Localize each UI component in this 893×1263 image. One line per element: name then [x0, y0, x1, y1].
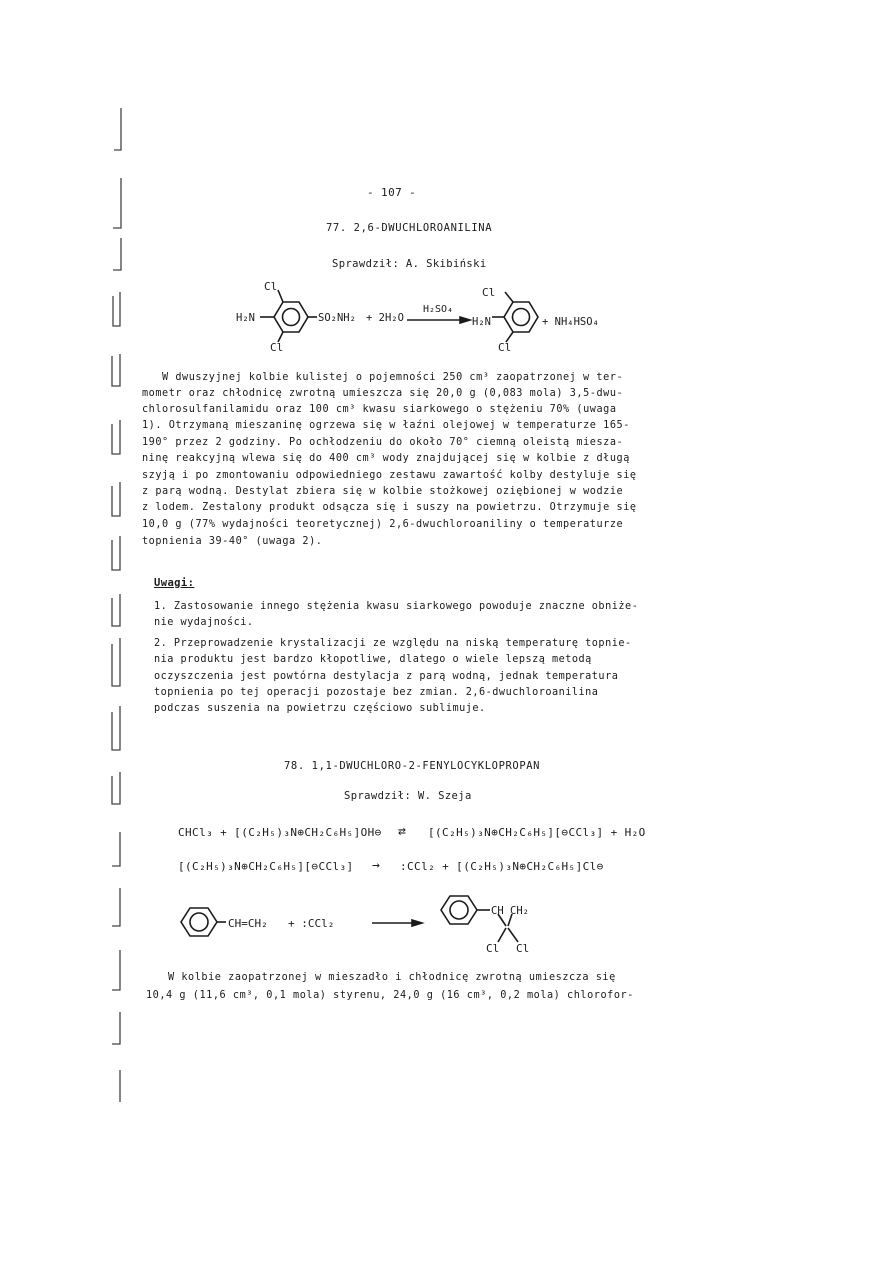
reactant-sulfonamide: SO₂NH₂: [318, 312, 356, 324]
body-line: z lodem. Zestalony produkt odsącza się i suszy na powietrzu. Otrzymuje się: [142, 502, 637, 513]
body-line: chlorosulfanilamidu oraz 100 cm³ kwasu siarkowego o stężeniu 70% (uwaga: [142, 404, 617, 415]
body-line: 1). Otrzymaną mieszaninę ogrzewa się w łaźni olejowej w temperaturze 165-: [142, 420, 630, 431]
body-line: topnienia 39-40° (uwaga 2).: [142, 536, 323, 547]
byproduct: + NH₄HSO₄: [542, 316, 599, 328]
binder-mark: [112, 832, 120, 866]
equation-2-arrow: →: [372, 858, 381, 873]
binder-mark: [113, 238, 121, 270]
cyclopropane-cl-right: Cl: [516, 942, 530, 955]
binder-mark: [112, 594, 120, 626]
note-line: nie wydajności.: [154, 617, 254, 628]
binder-mark: [112, 420, 120, 454]
equation-2-left: [(C₂H₅)₃N⊕CH₂C₆H₅][⊖CCl₃]: [178, 860, 354, 873]
equation-3-scheme: [176, 890, 576, 960]
body-line: 10,0 g (77% wydajności teoretycznej) 2,6-dwuchloroaniliny o temperaturze: [142, 519, 624, 530]
page-number: - 107 -: [367, 186, 417, 199]
product-cl-bottom: Cl: [498, 341, 512, 354]
binder-mark: [112, 950, 120, 990]
note-line: nia produktu jest bardzo kłopotliwe, dlatego o wiele lepszą metodą: [154, 654, 592, 665]
note-line: oczyszczenia jest powtórna destylacja z parą wodną, jednak temperatura: [154, 671, 619, 682]
reactant-cl-top: Cl: [264, 280, 278, 293]
binder-mark: [112, 772, 120, 804]
cyclopropane-cl-left: Cl: [486, 942, 500, 955]
equation-1-arrow: ⇄: [398, 824, 407, 839]
section-78-verified-by: Sprawdził: W. Szeja: [344, 790, 472, 802]
binder-mark: [112, 482, 120, 516]
section-77-verified-by: Sprawdził: A. Skibiński: [332, 258, 487, 270]
body-line: z parą wodną. Destylat zbiera się w kolbie stożkowej oziębionej w wodzie: [142, 486, 624, 497]
reactant-cl-bottom: Cl: [270, 341, 284, 354]
binder-mark: [112, 706, 120, 750]
note-line: 2. Przeprowadzenie krystalizacji ze względu na niską temperaturę topnie-: [154, 638, 632, 649]
equation-1-left: CHCl₃ + [(C₂H₅)₃N⊕CH₂C₆H₅]OH⊖: [178, 826, 382, 839]
notes-heading: Uwagi:: [154, 577, 195, 589]
styrene-vinyl: CH=CH₂: [228, 917, 268, 930]
note-line: topnienia po tej operacji pozostaje bez zmian. 2,6-dwuchloroanilina: [154, 687, 599, 698]
binder-mark: [112, 536, 120, 570]
reactant-amine: H₂N: [236, 312, 255, 324]
note-line: podczas suszenia na powietrzu częściowo sublimuje.: [154, 703, 486, 714]
body-line: W kolbie zaopatrzonej w mieszadło i chłodnicę zwrotną umieszcza się: [168, 972, 616, 983]
binder-mark: [112, 888, 120, 926]
binder-mark: [112, 1012, 120, 1044]
binder-mark: [112, 638, 120, 686]
section-78-title: 78. 1,1-DWUCHLORO-2-FENYLOCYKLOPROPAN: [284, 760, 541, 772]
cyclopropane-ch: CH: [491, 905, 504, 917]
body-line: ninę reakcyjną wlewa się do 400 cm³ wody znajdującej się w kolbie z długą: [142, 453, 630, 464]
product-amine: H₂N: [472, 316, 491, 328]
dichlorocarbene: + :CCl₂: [288, 917, 335, 930]
product-cl-top: Cl: [482, 286, 496, 299]
acid-catalyst: H₂SO₄: [423, 304, 454, 315]
binder-mark: [113, 178, 121, 228]
section-77-title: 77. 2,6-DWUCHLOROANILINA: [326, 222, 493, 234]
body-line: mometr oraz chłodnicę zwrotną umieszcza się 20,0 g (0,083 mola) 3,5-dwu-: [142, 388, 624, 399]
binder-mark: [114, 108, 121, 150]
note-line: 1. Zastosowanie innego stężenia kwasu siarkowego powoduje znaczne obniże-: [154, 601, 639, 612]
body-line: szyją i po zmontowaniu odpowiedniego zestawu zawartość kolby destyluje się: [142, 470, 637, 481]
binder-mark: [113, 292, 120, 326]
binder-mark: [112, 354, 120, 386]
reaction-scheme-77: [220, 278, 640, 360]
body-line: 10,4 g (11,6 cm³, 0,1 mola) styrenu, 24,0 g (16 cm³, 0,2 mola) chlorofor-: [146, 990, 634, 1001]
equation-1-right: [(C₂H₅)₃N⊕CH₂C₆H₅][⊖CCl₃] + H₂O: [428, 826, 646, 839]
body-line: 190° przez 2 godziny. Po ochłodzeniu do około 70° ciemną oleistą miesza-: [142, 437, 624, 448]
water-reagent: + 2H₂O: [366, 312, 404, 324]
equation-2-right: :CCl₂ + [(C₂H₅)₃N⊕CH₂C₆H₅]Cl⊖: [400, 860, 604, 873]
cyclopropane-ch2: CH₂: [510, 905, 529, 917]
body-line: W dwuszyjnej kolbie kulistej o pojemności 250 cm³ zaopatrzonej w ter-: [162, 372, 624, 383]
